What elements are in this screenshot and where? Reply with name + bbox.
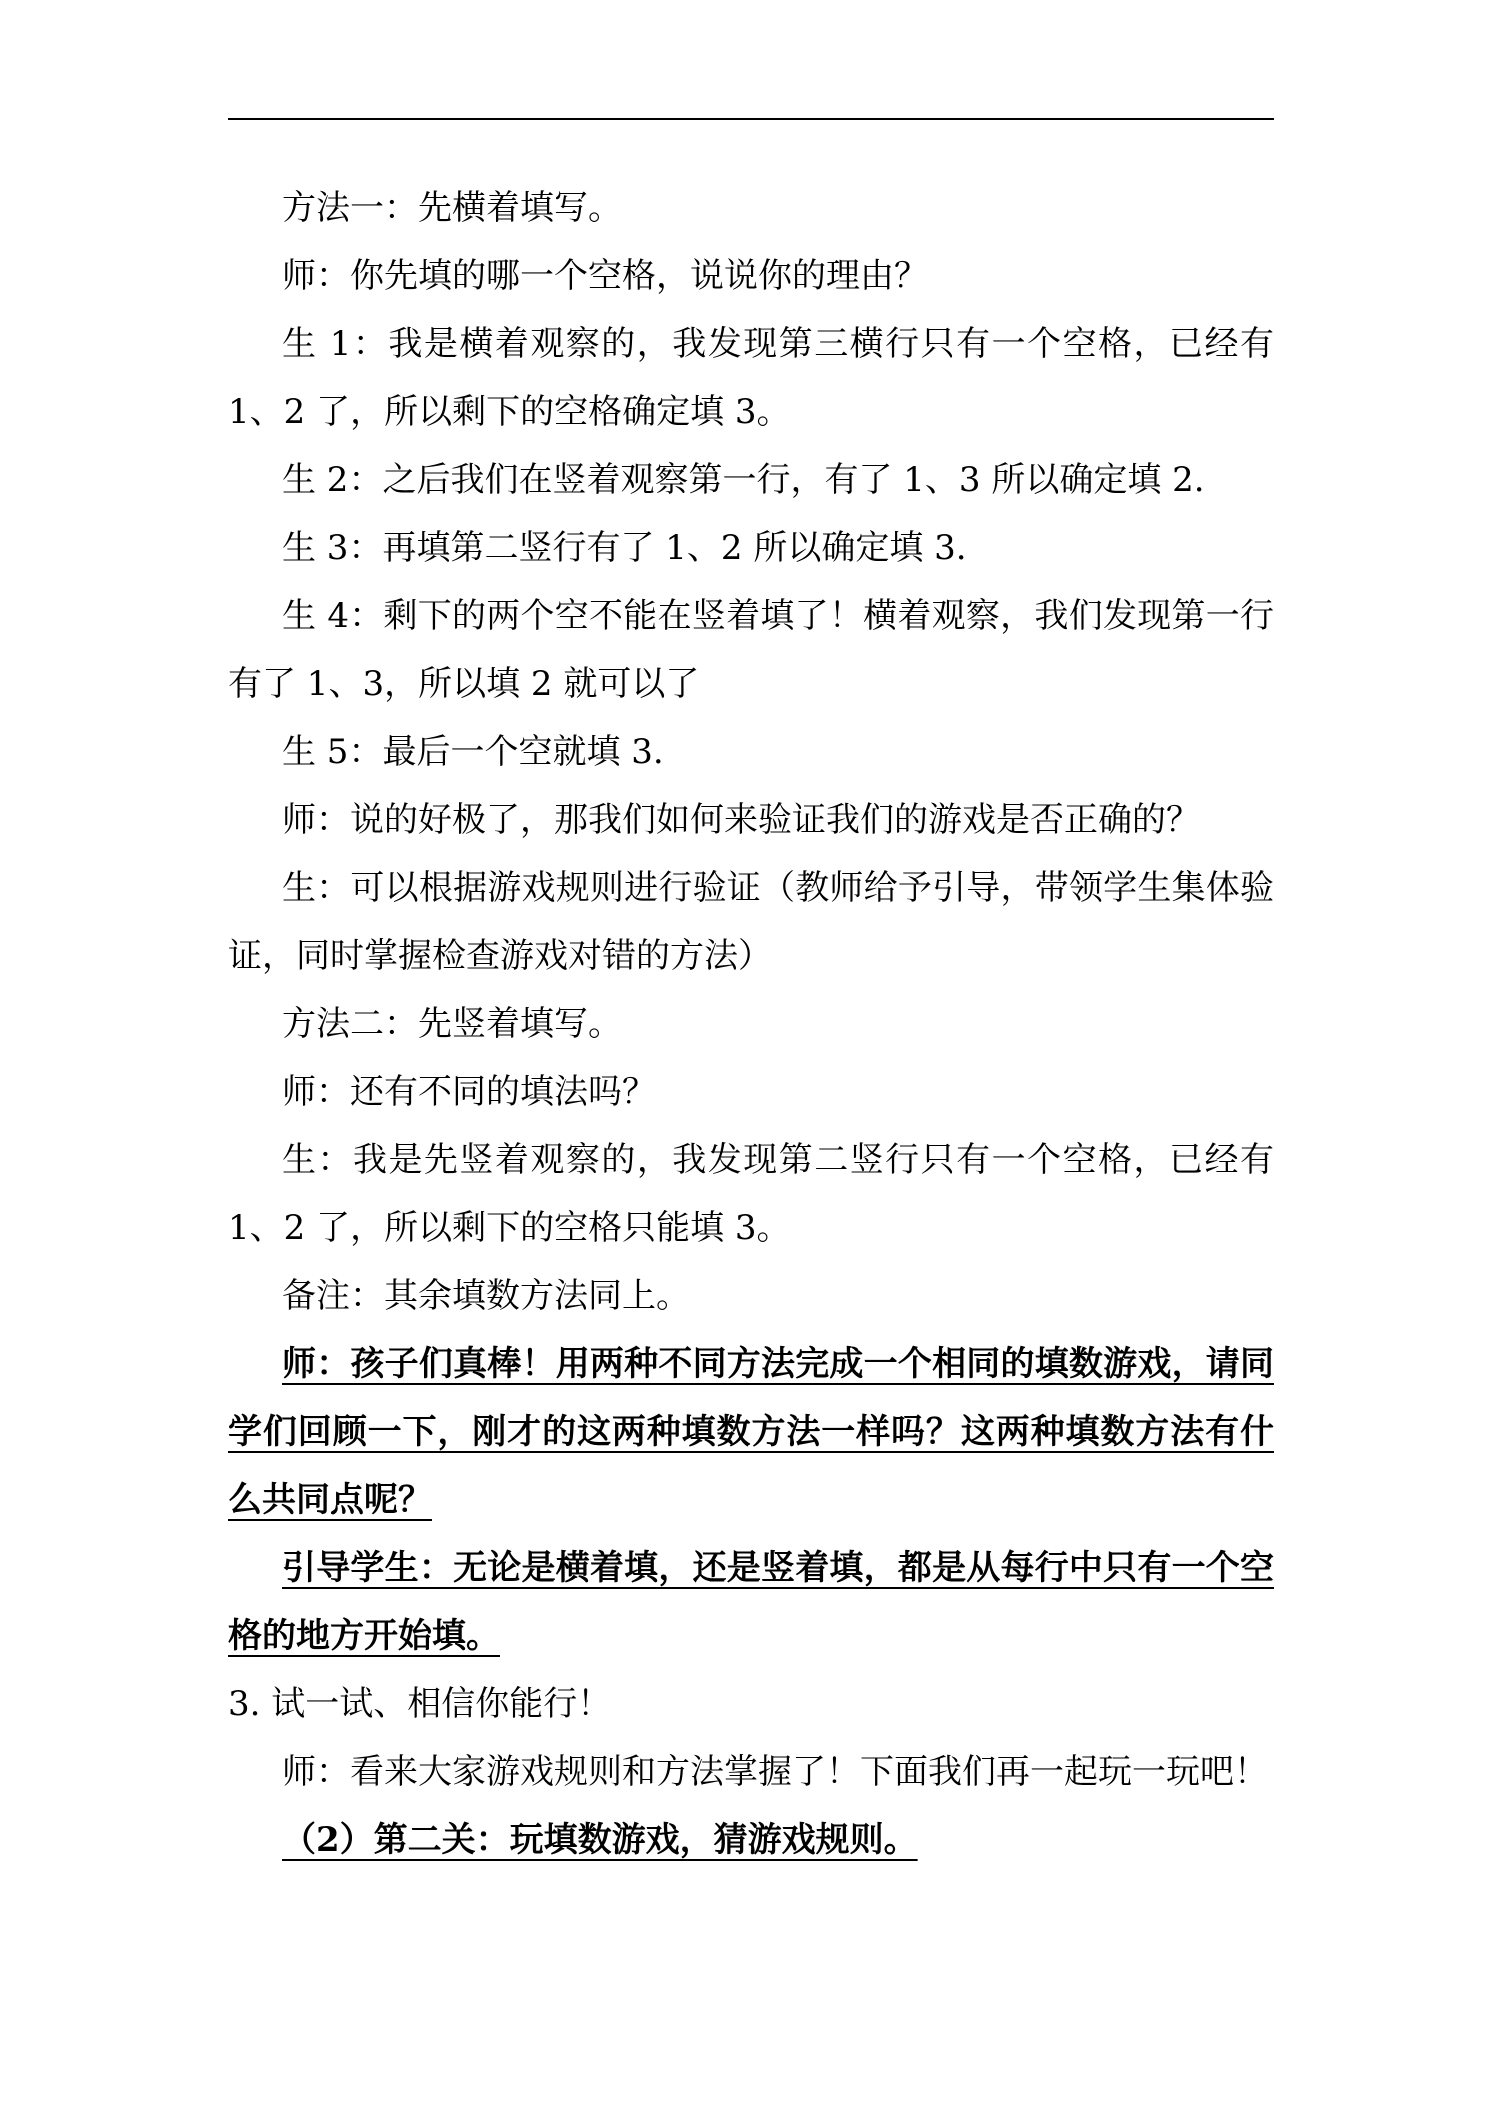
paragraph-note: 备注：其余填数方法同上。: [282, 1276, 690, 1316]
paragraph-teacher-other-way: 师：还有不同的填法吗？: [282, 1072, 656, 1112]
paragraph-student-3: 生 3：再填第二竖行有了 1、2 所以确定填 3.: [282, 528, 967, 568]
paragraph-guide-students: 引导学生：无论是横着填，还是竖着填，都是从每行中只有一个空格的地方开始填。: [228, 1548, 1274, 1656]
paragraph-student-verify: 生：可以根据游戏规则进行验证（教师给予引导，带领学生集体验证，同时掌握检查游戏对错的方法）: [228, 868, 1274, 976]
paragraph-method-two: 方法二：先竖着填写。: [282, 1004, 622, 1044]
paragraph-method-one: 方法一：先横着填写。: [282, 188, 622, 228]
paragraph-student-2: 生 2：之后我们在竖着观察第一行，有了 1、3 所以确定填 2.: [282, 460, 1205, 500]
paragraph-student-vertical: 生：我是先竖着观察的，我发现第二竖行只有一个空格，已经有 1、2 了，所以剩下的空格只能填 3。: [228, 1140, 1274, 1248]
paragraph-student-4: 生 4：剩下的两个空不能在竖着填了！横着观察，我们发现第一行有了 1、3，所以填 2 就可以了: [228, 596, 1274, 704]
paragraph-level-two-heading: （2）第二关：玩填数游戏，猜游戏规则。: [282, 1820, 918, 1860]
paragraph-teacher-question: 师：你先填的哪一个空格，说说你的理由？: [282, 256, 928, 296]
paragraph-teacher-praise: 师：孩子们真棒！用两种不同方法完成一个相同的填数游戏，请同学们回顾一下，刚才的这两种填数方法一样吗？这两种填数方法有什么共同点呢？: [228, 1344, 1274, 1520]
header-rule: [228, 118, 1274, 120]
paragraph-section-3-heading: 3. 试一试、相信你能行！: [228, 1684, 612, 1724]
document-body: [228, 174, 1274, 1874]
paragraph-teacher-play: 师：看来大家游戏规则和方法掌握了！下面我们再一起玩一玩吧！: [282, 1752, 1268, 1792]
paragraph-student-1: 生 1：我是横着观察的，我发现第三横行只有一个空格，已经有 1、2 了，所以剩下的空格确定填 3。: [228, 324, 1274, 432]
paragraph-student-5: 生 5：最后一个空就填 3.: [282, 732, 664, 772]
paragraph-teacher-verify: 师：说的好极了，那我们如何来验证我们的游戏是否正确的？: [282, 800, 1200, 840]
